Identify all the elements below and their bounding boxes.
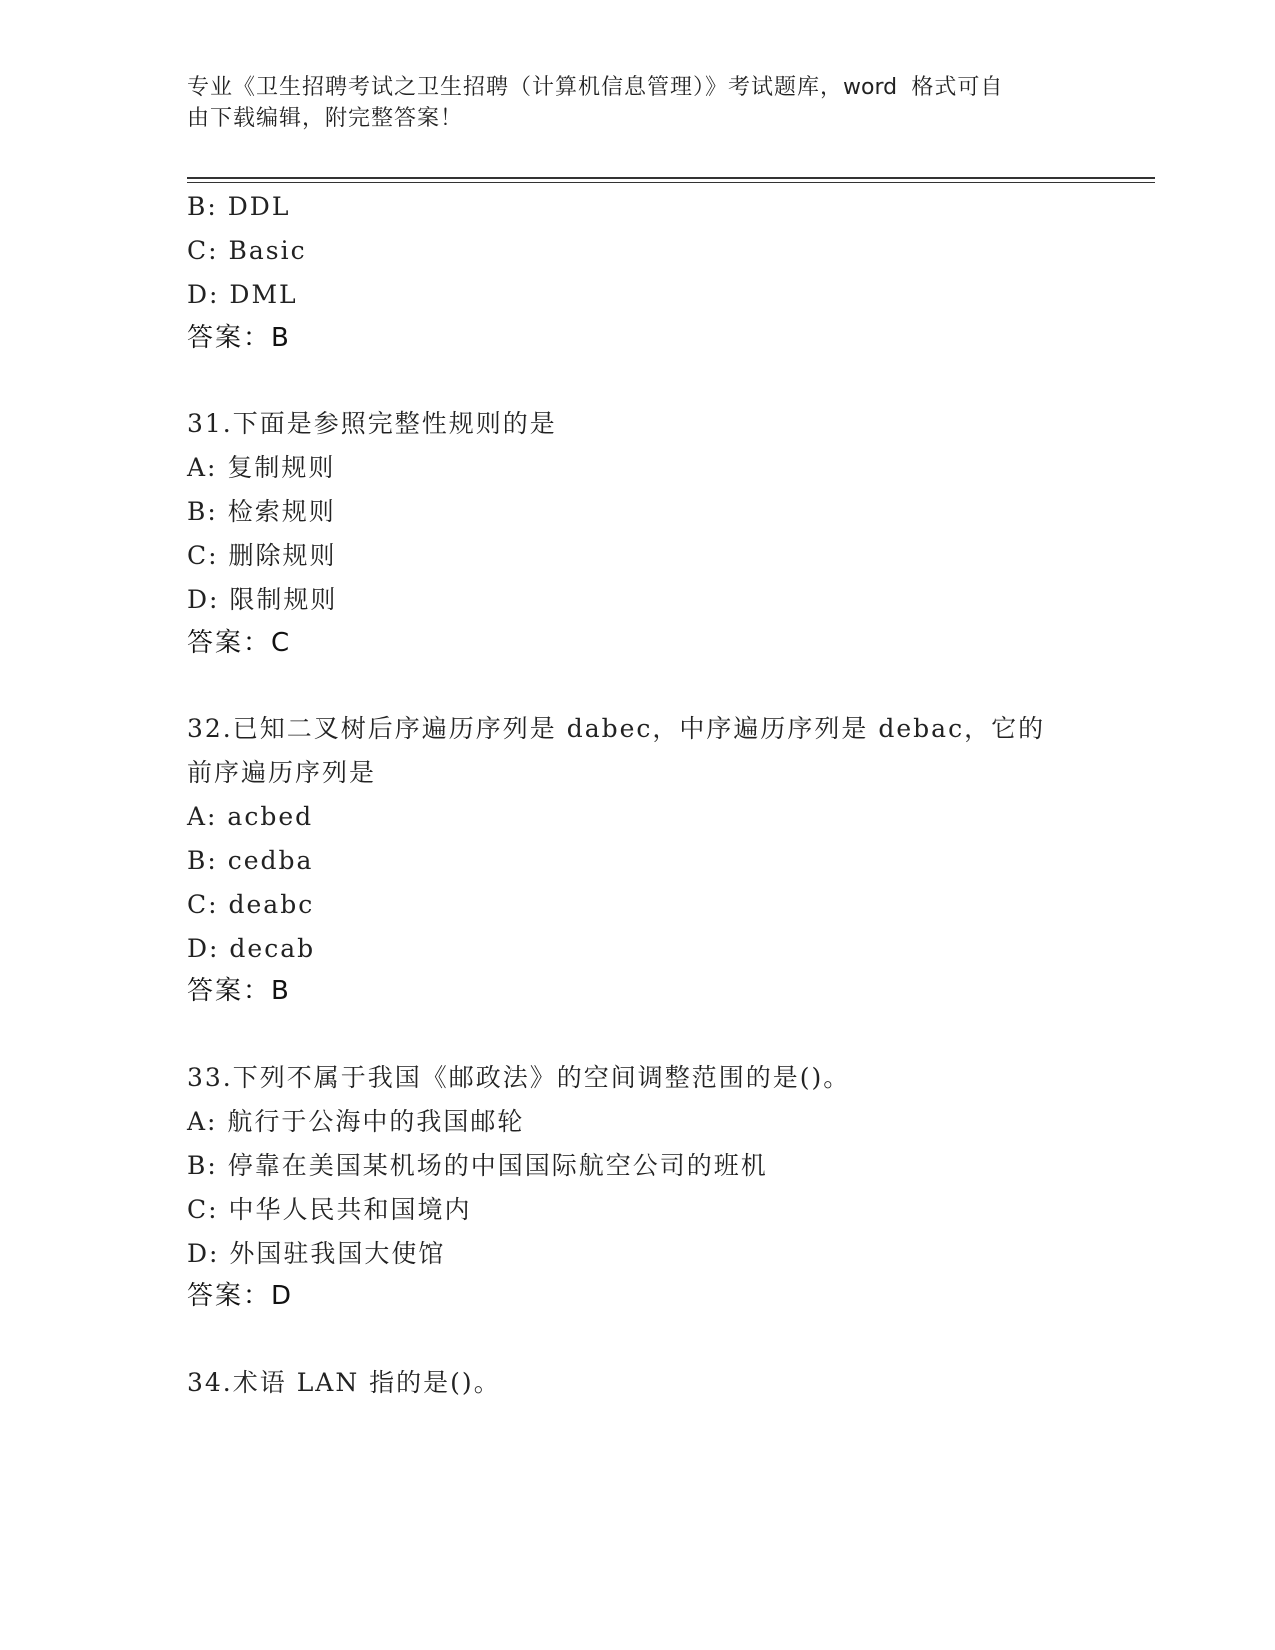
- q31-stem: 31.下面是参照完整性规则的是: [187, 409, 557, 438]
- q32-option-b: B: cedba: [187, 846, 314, 875]
- header-line-1: [187, 72, 1067, 103]
- q33-answer: 答案：D: [187, 1281, 294, 1311]
- prev-answer: 答案：B: [187, 323, 291, 353]
- prev-option-b: B: DDL: [187, 192, 291, 221]
- q31-option-a: A: 复制规则: [187, 453, 336, 482]
- q31-option-c: C: 删除规则: [187, 541, 337, 570]
- header-line-2: 由下载编辑，附完整答案！: [187, 106, 464, 131]
- header-text-2: 格式可自: [897, 75, 1004, 100]
- q33-option-c: C: 中华人民共和国境内: [187, 1195, 472, 1224]
- header-divider-thick: [187, 177, 1155, 179]
- header-divider-thin: [187, 182, 1155, 183]
- q32-stem-line-1: 32.已知二叉树后序遍历序列是 dabec，中序遍历序列是 debac，它的: [187, 714, 1046, 743]
- q33-option-b: B: 停靠在美国某机场的中国国际航空公司的班机: [187, 1151, 768, 1180]
- q31-option-b: B: 检索规则: [187, 497, 336, 526]
- prev-option-d: D: DML: [187, 280, 298, 309]
- document-header: [187, 72, 1067, 134]
- q32-option-d: D: decab: [187, 934, 316, 963]
- header-word: word: [843, 75, 898, 100]
- q32-stem-line-2: 前序遍历序列是: [187, 758, 377, 787]
- q32-option-c: C: deabc: [187, 890, 315, 919]
- q33-option-d: D: 外国驻我国大使馆: [187, 1239, 446, 1268]
- q33-stem: 33.下列不属于我国《邮政法》的空间调整范围的是()。: [187, 1063, 851, 1092]
- q32-option-a: A: acbed: [187, 802, 314, 831]
- q34-stem: 34.术语 LAN 指的是()。: [187, 1368, 501, 1397]
- q33-option-a: A: 航行于公海中的我国邮轮: [187, 1107, 525, 1136]
- prev-option-c: C: Basic: [187, 236, 307, 265]
- q31-answer: 答案：C: [187, 628, 292, 658]
- q31-option-d: D: 限制规则: [187, 585, 338, 614]
- header-text-1: 专业《卫生招聘考试之卫生招聘（计算机信息管理）》考试题库，: [187, 75, 844, 100]
- q32-answer: 答案：B: [187, 976, 291, 1006]
